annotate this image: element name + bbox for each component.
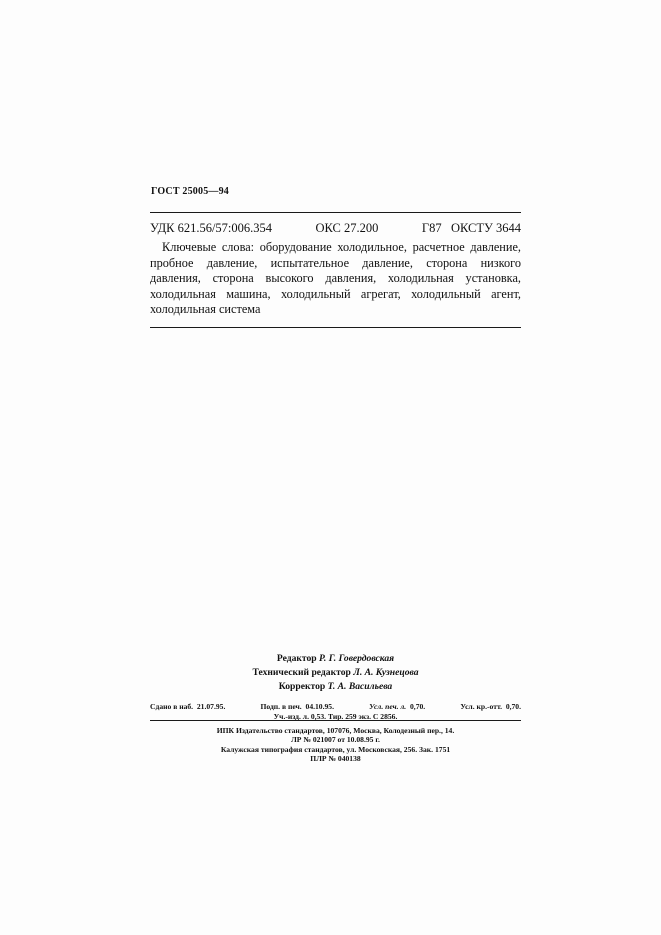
editor-name: Р. Г. Говердовская — [319, 653, 395, 664]
corrector-line — [150, 680, 521, 694]
publication-line-1 — [150, 702, 521, 712]
print-sheets-value: 0,70. — [410, 702, 426, 711]
editor-label: Редактор — [276, 653, 317, 664]
publication-info — [150, 702, 521, 722]
okstu-code: ОКСТУ 3644 — [450, 221, 521, 235]
signed-label: Подп. в печ. — [260, 702, 302, 711]
editor-line — [150, 652, 521, 666]
tech-editor-name: Л. А. Кузнецова — [353, 667, 419, 678]
corrector-name: Т. А. Васильева — [327, 681, 393, 692]
printer-info — [150, 726, 521, 764]
color-prints-label: Усл. кр.-отт. — [460, 702, 503, 711]
oks-code: ОКС 27.200 — [315, 221, 379, 235]
gost-code: ГОСТ 25005—94 — [151, 186, 230, 197]
color-prints-value: 0,70. — [505, 702, 521, 711]
signed-field — [260, 702, 334, 712]
printer-line-3: Калужская типография стандартов, ул. Московская, 256. Зак. 1751 — [220, 744, 451, 754]
print-sheets-field — [369, 702, 425, 712]
printer-line-2: ЛР № 021007 от 10.08.95 г. — [291, 735, 380, 745]
publication-line-2: Уч.-изд. л. 0,53. Тир. 259 экз. С 2856. — [273, 712, 398, 721]
signed-date: 04.10.95. — [305, 702, 334, 711]
keywords-paragraph: Ключевые слова: оборудование холодильное, расчетное давление, пробное давление, испытательное давление, сторона низкого давления, сторона высокого давления, холодильная установка, холодильная машина, холодильный агрегат, холодильный агент, холодильная система — [150, 240, 521, 316]
editors-block — [150, 652, 521, 694]
okstu-group — [422, 221, 521, 236]
sent-field — [150, 702, 225, 712]
udk-code: УДК 621.56/57:006.354 — [150, 221, 273, 235]
bottom-divider — [150, 720, 521, 721]
color-prints-field — [460, 702, 521, 712]
tech-editor-label: Технический редактор — [252, 667, 351, 678]
sent-date: 21.07.95. — [196, 702, 226, 711]
printer-line-4: ПЛР № 040138 — [310, 754, 361, 764]
sent-label: Сдано в наб. — [150, 702, 194, 711]
middle-divider — [150, 327, 521, 328]
printer-line-1: ИПК Издательство стандартов, 107076, Москва, Колодезный пер., 14. — [216, 726, 455, 735]
tech-editor-line — [150, 666, 521, 680]
top-divider — [150, 212, 521, 213]
g-code: Г87 — [421, 221, 442, 235]
corrector-label: Корректор — [278, 681, 326, 692]
classification-row — [150, 221, 521, 236]
print-sheets-label: Усл. печ. л. — [369, 702, 407, 711]
